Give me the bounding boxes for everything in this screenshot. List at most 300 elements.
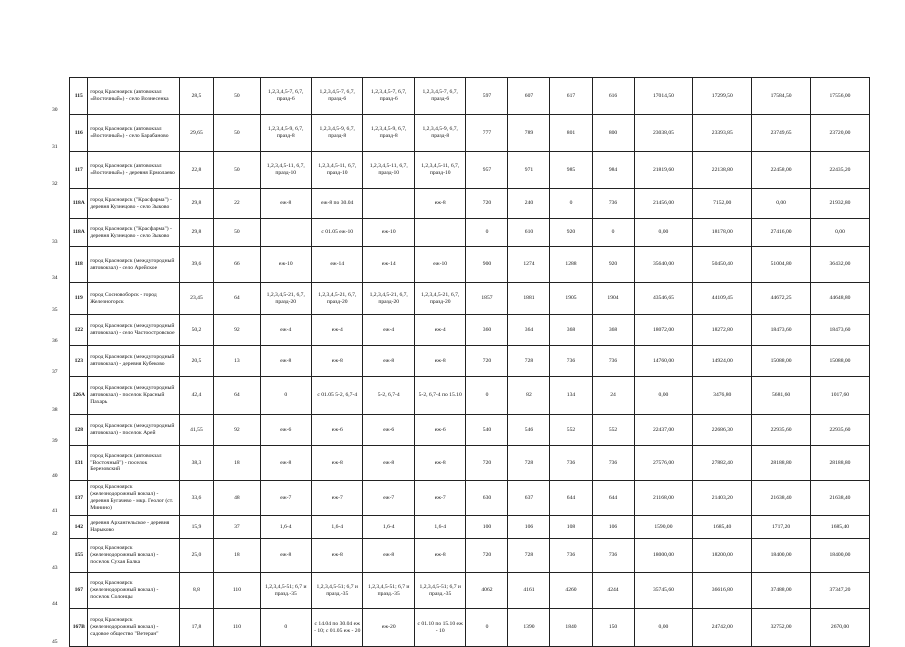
schedule-q2-cell: 1,6-4 [312, 516, 363, 539]
trips-q3-cell: 552 [550, 415, 592, 446]
row-number-cell: 33 [52, 238, 58, 245]
mileage-q2-cell: 17299,50 [693, 78, 752, 115]
trips-q4-cell: 4244 [592, 573, 634, 609]
route-name-cell: город Сосновоборск - город Железногорск [88, 283, 179, 315]
interval-cell: 64 [214, 283, 260, 315]
trips-q1-cell: 597 [466, 78, 508, 115]
mileage-q1-cell: 17014,50 [634, 78, 693, 115]
mileage-q4-cell: 21932,80 [811, 189, 870, 219]
schedule-q4-cell: 1,2,3,4,5-21, 6,7, празд-20 [414, 283, 465, 315]
route-length-cell: 23,45 [179, 283, 214, 315]
mileage-q1-cell: 1590,00 [634, 516, 693, 539]
schedule-q2-cell: еж-8 [312, 446, 363, 481]
trips-q3-cell: 920 [550, 219, 592, 247]
routes-table [52, 77, 870, 647]
route-name-cell: город Красноярск (междугородный автовокзал) - село Частоостровское [88, 315, 179, 346]
schedule-q3-cell: 1,2,3,4,5-9, 6,7, празд-8 [363, 115, 414, 152]
schedule-q2-cell: еж-14 [312, 247, 363, 283]
schedule-q3-cell: 1,2,3,4,5-7, 6,7, празд-6 [363, 78, 414, 115]
trips-q1-cell: 0 [466, 377, 508, 415]
mileage-q2-cell: 21403,20 [693, 481, 752, 516]
schedule-q1-cell [260, 219, 311, 247]
mileage-q4-cell: 36432,00 [811, 247, 870, 283]
mileage-q3-cell: 15088,00 [752, 346, 811, 377]
route-length-cell: 50,2 [179, 315, 214, 346]
mileage-q2-cell: 23393,85 [693, 115, 752, 152]
interval-cell: 50 [214, 152, 260, 189]
trips-q3-cell: 1905 [550, 283, 592, 315]
route-name-cell: город Красноярск ("Красфарма") - деревня Кузнецово - село Зыково [88, 189, 179, 219]
row-number-cell [52, 189, 70, 219]
schedule-q1-cell: еж-8 [260, 346, 311, 377]
schedule-q1-cell: еж-7 [260, 481, 311, 516]
schedule-q1-cell: еж-6 [260, 415, 311, 446]
mileage-q4-cell: 1685,40 [811, 516, 870, 539]
mileage-q2-cell: 36616,80 [693, 573, 752, 609]
mileage-q3-cell: 18473,60 [752, 315, 811, 346]
trips-q1-cell: 0 [466, 219, 508, 247]
trips-q2-cell: 610 [508, 219, 550, 247]
mileage-q1-cell: 0,00 [634, 377, 693, 415]
schedule-q1-cell: еж-8 [260, 446, 311, 481]
interval-cell: 110 [214, 573, 260, 609]
route-length-cell: 8,8 [179, 573, 214, 609]
mileage-q4-cell: 0,00 [811, 219, 870, 247]
mileage-q1-cell: 21456,00 [634, 189, 693, 219]
interval-cell: 37 [214, 516, 260, 539]
interval-cell: 18 [214, 539, 260, 573]
trips-q3-cell: 134 [550, 377, 592, 415]
mileage-q1-cell: 18000,00 [634, 539, 693, 573]
interval-cell: 22 [214, 189, 260, 219]
trips-q4-cell: 800 [592, 115, 634, 152]
schedule-q2-cell: 1,2,3,4,5-7, 6,7, празд-6 [312, 78, 363, 115]
schedule-q2-cell: с 01.05 5-2, 6,7-4 [312, 377, 363, 415]
mileage-q4-cell: 21638,40 [811, 481, 870, 516]
schedule-q2-cell: с 01.05 еж-10 [312, 219, 363, 247]
route-length-cell: 29,8 [179, 219, 214, 247]
trips-q1-cell: 720 [466, 346, 508, 377]
schedule-q3-cell [363, 189, 414, 219]
trips-q1-cell: 720 [466, 446, 508, 481]
route-name-cell: город Красноярск (междугородный автовокзал) - село Арейское [88, 247, 179, 283]
mileage-q3-cell: 22935,60 [752, 415, 811, 446]
trips-q1-cell: 4062 [466, 573, 508, 609]
schedule-q2-cell: еж-7 [312, 481, 363, 516]
trips-q2-cell: 607 [508, 78, 550, 115]
schedule-q1-cell: 1,2,3,4,5-7, 6,7, празд-6 [260, 78, 311, 115]
route-name-cell: город Красноярск (автовокзал «Восточный») - деревня Ермолаево [88, 152, 179, 189]
trips-q1-cell: 360 [466, 315, 508, 346]
mileage-q4-cell: 17556,00 [811, 78, 870, 115]
route-length-cell: 33,6 [179, 481, 214, 516]
table-row [52, 516, 870, 539]
trips-q3-cell: 736 [550, 446, 592, 481]
mileage-q2-cell: 18178,00 [693, 219, 752, 247]
schedule-q2-cell: еж-4 [312, 315, 363, 346]
schedule-q1-cell: еж-10 [260, 247, 311, 283]
trips-q2-cell: 1881 [508, 283, 550, 315]
mileage-q1-cell: 22437,00 [634, 415, 693, 446]
route-number-cell: 123 [70, 346, 88, 377]
table-row [52, 315, 870, 346]
schedule-q1-cell: 1,6-4 [260, 516, 311, 539]
trips-q3-cell: 368 [550, 315, 592, 346]
schedule-q3-cell: еж-4 [363, 315, 414, 346]
schedule-q3-cell: 1,2,3,4,5-21, 6,7, празд-20 [363, 283, 414, 315]
route-name-cell: город Красноярск (междугородный автовокзал) - деревня Кубеково [88, 346, 179, 377]
trips-q2-cell: 4161 [508, 573, 550, 609]
interval-cell: 50 [214, 78, 260, 115]
schedule-q3-cell: еж-8 [363, 539, 414, 573]
schedule-q2-cell: еж-8 [312, 539, 363, 573]
row-number-cell: 30 [52, 106, 58, 113]
schedule-q2-cell: 1,2,3,4,5-51; 6,7 и празд.-35 [312, 573, 363, 609]
interval-cell: 92 [214, 315, 260, 346]
interval-cell: 66 [214, 247, 260, 283]
schedule-q2-cell: еж-8 по 30.04 [312, 189, 363, 219]
row-number-cell: 31 [52, 143, 58, 150]
table-row [52, 609, 870, 647]
mileage-q1-cell: 14760,00 [634, 346, 693, 377]
row-number-cell: 41 [52, 507, 58, 514]
route-name-cell: город Красноярск ("Красфарма") - деревня Кузнецово - село Зыково [88, 219, 179, 247]
mileage-q2-cell: 50450,40 [693, 247, 752, 283]
trips-q2-cell: 789 [508, 115, 550, 152]
trips-q4-cell: 984 [592, 152, 634, 189]
schedule-q3-cell: еж-7 [363, 481, 414, 516]
trips-q2-cell: 728 [508, 346, 550, 377]
mileage-q3-cell: 21638,40 [752, 481, 811, 516]
mileage-q2-cell: 1685,40 [693, 516, 752, 539]
interval-cell: 18 [214, 446, 260, 481]
trips-q4-cell: 920 [592, 247, 634, 283]
route-name-cell: город Красноярск (железнодорожный вокзал) - поселок Сухая Балка [88, 539, 179, 573]
mileage-q4-cell: 2670,00 [811, 609, 870, 647]
trips-q1-cell: 630 [466, 481, 508, 516]
table-row [52, 189, 870, 219]
schedule-q3-cell: еж-20 [363, 609, 414, 647]
mileage-q1-cell: 0,00 [634, 609, 693, 647]
route-length-cell: 25,0 [179, 539, 214, 573]
trips-q4-cell: 736 [592, 539, 634, 573]
mileage-q4-cell: 23720,00 [811, 115, 870, 152]
schedule-q4-cell: еж-4 [414, 315, 465, 346]
mileage-q4-cell: 18473,60 [811, 315, 870, 346]
trips-q3-cell: 617 [550, 78, 592, 115]
schedule-q2-cell: еж-6 [312, 415, 363, 446]
route-number-cell: 118А [70, 219, 88, 247]
mileage-q1-cell: 21168,00 [634, 481, 693, 516]
row-number-cell: 34 [52, 274, 58, 281]
trips-q2-cell: 971 [508, 152, 550, 189]
route-length-cell: 15,9 [179, 516, 214, 539]
route-name-cell: город Красноярск (автовокзал «Восточный») - село Барабаново [88, 115, 179, 152]
route-name-cell: город Красноярск (междугородный автовокзал) - поселок Арей [88, 415, 179, 446]
route-number-cell: 119 [70, 283, 88, 315]
schedule-q4-cell: еж-8 [414, 346, 465, 377]
route-length-cell: 41,55 [179, 415, 214, 446]
trips-q3-cell: 644 [550, 481, 592, 516]
route-number-cell: 122 [70, 315, 88, 346]
row-number-cell: 36 [52, 337, 58, 344]
table-row [52, 377, 870, 415]
mileage-q2-cell: 44109,45 [693, 283, 752, 315]
mileage-q2-cell: 18272,80 [693, 315, 752, 346]
schedule-q4-cell: еж-8 [414, 446, 465, 481]
schedule-q1-cell: еж-4 [260, 315, 311, 346]
schedule-q2-cell: 1,2,3,4,5-11, 6,7, празд-10 [312, 152, 363, 189]
route-length-cell: 39,6 [179, 247, 214, 283]
route-length-cell: 28,5 [179, 78, 214, 115]
row-number-cell: 37 [52, 368, 58, 375]
trips-q2-cell: 546 [508, 415, 550, 446]
mileage-q3-cell: 17584,50 [752, 78, 811, 115]
route-number-cell: 115 [70, 78, 88, 115]
route-name-cell: город Красноярск (междугородный автовокзал) - поселок Красный Пахарь [88, 377, 179, 415]
mileage-q1-cell: 0,00 [634, 219, 693, 247]
mileage-q2-cell: 22686,30 [693, 415, 752, 446]
trips-q3-cell: 801 [550, 115, 592, 152]
schedule-q2-cell: 1,2,3,4,5-21, 6,7, празд-20 [312, 283, 363, 315]
schedule-q3-cell: еж-8 [363, 346, 414, 377]
mileage-q1-cell: 23038,05 [634, 115, 693, 152]
mileage-q4-cell: 15088,00 [811, 346, 870, 377]
schedule-q1-cell: 0 [260, 609, 311, 647]
table-row [52, 446, 870, 481]
table-row [52, 283, 870, 315]
trips-q4-cell: 368 [592, 315, 634, 346]
schedule-q3-cell: 1,2,3,4,5-51; 6,7 и празд.-35 [363, 573, 414, 609]
trips-q2-cell: 364 [508, 315, 550, 346]
trips-q1-cell: 0 [466, 609, 508, 647]
document-sheet [52, 77, 870, 647]
trips-q3-cell: 108 [550, 516, 592, 539]
schedule-q1-cell: еж-8 [260, 539, 311, 573]
schedule-q3-cell: еж-14 [363, 247, 414, 283]
route-number-cell: 118А [70, 189, 88, 219]
schedule-q4-cell: еж-6 [414, 415, 465, 446]
schedule-q3-cell: 1,6-4 [363, 516, 414, 539]
route-name-cell: город Красноярск (железнодорожный вокзал) - поселок Солонцы [88, 573, 179, 609]
schedule-q4-cell: еж-8 [414, 539, 465, 573]
interval-cell: 48 [214, 481, 260, 516]
interval-cell: 50 [214, 219, 260, 247]
trips-q1-cell: 777 [466, 115, 508, 152]
trips-q4-cell: 644 [592, 481, 634, 516]
mileage-q3-cell: 28188,80 [752, 446, 811, 481]
trips-q4-cell: 736 [592, 346, 634, 377]
mileage-q4-cell: 1017,60 [811, 377, 870, 415]
schedule-q1-cell: 0 [260, 377, 311, 415]
trips-q4-cell: 106 [592, 516, 634, 539]
trips-q3-cell: 736 [550, 539, 592, 573]
schedule-q1-cell: еж-8 [260, 189, 311, 219]
trips-q2-cell: 1390 [508, 609, 550, 647]
trips-q2-cell: 240 [508, 189, 550, 219]
route-number-cell: 131 [70, 446, 88, 481]
mileage-q4-cell: 44648,80 [811, 283, 870, 315]
mileage-q3-cell: 32752,00 [752, 609, 811, 647]
row-number-cell: 39 [52, 437, 58, 444]
schedule-q3-cell: еж-8 [363, 446, 414, 481]
route-length-cell: 42,4 [179, 377, 214, 415]
table-row [52, 152, 870, 189]
row-number-cell: 43 [52, 564, 58, 571]
mileage-q4-cell: 37347,20 [811, 573, 870, 609]
route-name-cell: город Красноярск (автовокзал «Восточный») - село Вознесенка [88, 78, 179, 115]
route-length-cell: 17,8 [179, 609, 214, 647]
route-name-cell: город Красноярск (железнодорожный вокзал) - садовое общество "Ветеран" [88, 609, 179, 647]
schedule-q1-cell: 1,2,3,4,5-9, 6,7, празд-8 [260, 115, 311, 152]
mileage-q2-cell: 3476,80 [693, 377, 752, 415]
trips-q2-cell: 106 [508, 516, 550, 539]
row-number-cell: 35 [52, 306, 58, 313]
trips-q3-cell: 1840 [550, 609, 592, 647]
mileage-q3-cell: 51004,80 [752, 247, 811, 283]
row-number-cell: 38 [52, 406, 58, 413]
interval-cell: 13 [214, 346, 260, 377]
mileage-q1-cell: 43546,65 [634, 283, 693, 315]
mileage-q3-cell: 22458,00 [752, 152, 811, 189]
trips-q3-cell: 736 [550, 346, 592, 377]
route-number-cell: 167 [70, 573, 88, 609]
schedule-q4-cell: 1,2,3,4,5-9, 6,7, празд-8 [414, 115, 465, 152]
row-number-cell: 45 [52, 638, 58, 645]
schedule-q4-cell: еж-8 [414, 189, 465, 219]
trips-q1-cell: 900 [466, 247, 508, 283]
route-number-cell: 155 [70, 539, 88, 573]
schedule-q4-cell [414, 219, 465, 247]
mileage-q3-cell: 1717,20 [752, 516, 811, 539]
trips-q3-cell: 1288 [550, 247, 592, 283]
schedule-q3-cell: 1,2,3,4,5-11, 6,7, празд-10 [363, 152, 414, 189]
trips-q1-cell: 720 [466, 189, 508, 219]
trips-q4-cell: 736 [592, 189, 634, 219]
mileage-q4-cell: 22935,60 [811, 415, 870, 446]
schedule-q4-cell: 5-2, 6,7-4 по 15.10 [414, 377, 465, 415]
table-body [52, 78, 870, 647]
mileage-q2-cell: 22138,80 [693, 152, 752, 189]
trips-q4-cell: 616 [592, 78, 634, 115]
schedule-q3-cell: 5-2, 6,7-4 [363, 377, 414, 415]
row-number-cell: 44 [52, 600, 58, 607]
route-length-cell: 29,65 [179, 115, 214, 152]
mileage-q1-cell: 27576,00 [634, 446, 693, 481]
table-row [52, 539, 870, 573]
schedule-q1-cell: 1,2,3,4,5-21, 6,7, празд-20 [260, 283, 311, 315]
trips-q4-cell: 736 [592, 446, 634, 481]
trips-q2-cell: 82 [508, 377, 550, 415]
trips-q2-cell: 1274 [508, 247, 550, 283]
trips-q3-cell: 4260 [550, 573, 592, 609]
schedule-q4-cell: с 01.10 по 15.10 еж - 10 [414, 609, 465, 647]
mileage-q4-cell: 18400,00 [811, 539, 870, 573]
mileage-q3-cell: 0,00 [752, 189, 811, 219]
interval-cell: 92 [214, 415, 260, 446]
schedule-q1-cell: 1,2,3,4,5-11, 6,7, празд-10 [260, 152, 311, 189]
route-number-cell: 137 [70, 481, 88, 516]
route-length-cell: 20,5 [179, 346, 214, 377]
mileage-q3-cell: 37488,00 [752, 573, 811, 609]
schedule-q2-cell: еж-8 [312, 346, 363, 377]
route-length-cell: 22,8 [179, 152, 214, 189]
route-number-cell: 126А [70, 377, 88, 415]
schedule-q4-cell: 1,2,3,4,5-7, 6,7, празд-6 [414, 78, 465, 115]
table-row [52, 219, 870, 247]
mileage-q1-cell: 21819,60 [634, 152, 693, 189]
route-name-cell: деревня Архангельское - деревня Нарыково [88, 516, 179, 539]
interval-cell: 110 [214, 609, 260, 647]
trips-q1-cell: 100 [466, 516, 508, 539]
schedule-q4-cell: 1,6-4 [414, 516, 465, 539]
mileage-q2-cell: 7152,00 [693, 189, 752, 219]
mileage-q1-cell: 35640,00 [634, 247, 693, 283]
mileage-q2-cell: 24742,00 [693, 609, 752, 647]
mileage-q2-cell: 18200,00 [693, 539, 752, 573]
trips-q4-cell: 0 [592, 219, 634, 247]
trips-q4-cell: 24 [592, 377, 634, 415]
mileage-q3-cell: 18400,00 [752, 539, 811, 573]
interval-cell: 50 [214, 115, 260, 152]
route-length-cell: 38,3 [179, 446, 214, 481]
schedule-q4-cell: еж-7 [414, 481, 465, 516]
route-number-cell: 128 [70, 415, 88, 446]
route-number-cell: 167В [70, 609, 88, 647]
schedule-q2-cell: с 14.04 по 30.04 еж - 10; с 01.05 еж - 20 [312, 609, 363, 647]
row-number-cell: 42 [52, 530, 58, 537]
schedule-q3-cell: еж-6 [363, 415, 414, 446]
table-row [52, 247, 870, 283]
route-number-cell: 116 [70, 115, 88, 152]
trips-q2-cell: 637 [508, 481, 550, 516]
route-number-cell: 117 [70, 152, 88, 189]
table-row [52, 346, 870, 377]
schedule-q4-cell: 1,2,3,4,5-11, 6,7, празд-10 [414, 152, 465, 189]
route-number-cell: 142 [70, 516, 88, 539]
schedule-q3-cell: еж-10 [363, 219, 414, 247]
trips-q1-cell: 720 [466, 539, 508, 573]
trips-q4-cell: 150 [592, 609, 634, 647]
route-name-cell: город Красноярск (железнодорожный вокзал) - деревня Бугачево - мкр. Геолог (ст. Минино) [88, 481, 179, 516]
trips-q2-cell: 728 [508, 539, 550, 573]
mileage-q2-cell: 14924,00 [693, 346, 752, 377]
table-row [52, 481, 870, 516]
mileage-q3-cell: 23749,65 [752, 115, 811, 152]
mileage-q4-cell: 22435,20 [811, 152, 870, 189]
mileage-q1-cell: 35745,60 [634, 573, 693, 609]
mileage-q3-cell: 44672,25 [752, 283, 811, 315]
mileage-q3-cell: 27416,00 [752, 219, 811, 247]
route-number-cell: 118 [70, 247, 88, 283]
trips-q2-cell: 728 [508, 446, 550, 481]
mileage-q1-cell: 18072,00 [634, 315, 693, 346]
table-row [52, 573, 870, 609]
table-row [52, 78, 870, 115]
schedule-q1-cell: 1,2,3,4,5-51; 6,7 и празд.-35 [260, 573, 311, 609]
table-row [52, 415, 870, 446]
trips-q4-cell: 552 [592, 415, 634, 446]
schedule-q2-cell: 1,2,3,4,5-9, 6,7, празд-8 [312, 115, 363, 152]
mileage-q3-cell: 5681,60 [752, 377, 811, 415]
trips-q1-cell: 957 [466, 152, 508, 189]
trips-q3-cell: 0 [550, 189, 592, 219]
row-number-cell: 32 [52, 180, 58, 187]
trips-q4-cell: 1904 [592, 283, 634, 315]
interval-cell: 64 [214, 377, 260, 415]
schedule-q4-cell: еж-10 [414, 247, 465, 283]
row-number-cell: 40 [52, 472, 58, 479]
